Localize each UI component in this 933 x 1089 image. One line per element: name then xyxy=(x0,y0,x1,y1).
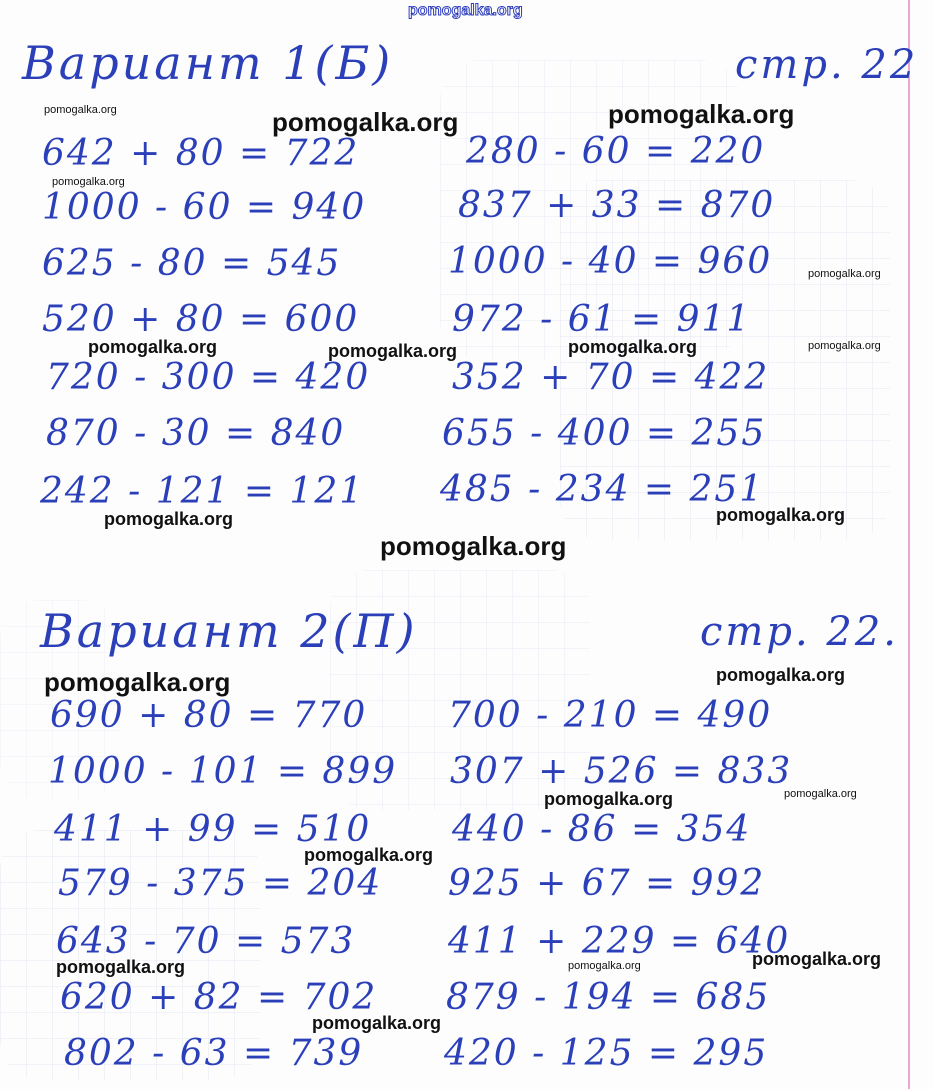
equation-line: 420 - 125 = 295 xyxy=(444,1033,769,1074)
watermark: pomogalka.org xyxy=(544,789,674,809)
equation-line: 280 - 60 = 220 xyxy=(466,131,766,172)
equation-line: 879 - 194 = 685 xyxy=(446,977,771,1018)
equation-line: 411 + 229 = 640 xyxy=(448,921,791,962)
equation-line: 625 - 80 = 545 xyxy=(42,243,342,284)
watermark: pomogalka.org xyxy=(380,531,567,561)
watermark: pomogalka.org xyxy=(568,337,698,357)
watermark: pomogalka.org xyxy=(784,788,857,800)
variant2-page-ref: стр. 22. xyxy=(700,609,899,655)
equation-line: 700 - 210 = 490 xyxy=(448,695,773,736)
variant1-title: Вариант 1(Б) xyxy=(22,36,394,90)
equation-line: 690 + 80 = 770 xyxy=(50,695,368,736)
watermark: pomogalka.org xyxy=(408,2,523,19)
equation-line: 720 - 300 = 420 xyxy=(46,357,371,398)
equation-line: 1000 - 40 = 960 xyxy=(448,241,773,282)
watermark: pomogalka.org xyxy=(752,949,882,969)
watermark: pomogalka.org xyxy=(328,341,458,361)
equation-line: 485 - 234 = 251 xyxy=(440,469,765,510)
equation-line: 307 + 526 = 833 xyxy=(450,751,793,792)
equation-line: 837 + 33 = 870 xyxy=(458,185,776,226)
watermark: pomogalka.org xyxy=(808,268,881,280)
watermark: pomogalka.org xyxy=(88,337,218,357)
watermark: pomogalka.org xyxy=(104,509,234,529)
equation-line: 642 + 80 = 722 xyxy=(42,133,360,174)
watermark: pomogalka.org xyxy=(272,107,459,137)
equation-line: 1000 - 101 = 899 xyxy=(48,751,398,792)
watermark: pomogalka.org xyxy=(44,104,117,116)
equation-line: 352 + 70 = 422 xyxy=(452,357,770,398)
margin-line xyxy=(908,0,910,1089)
watermark: pomogalka.org xyxy=(52,176,125,188)
watermark: pomogalka.org xyxy=(716,665,846,685)
watermark: pomogalka.org xyxy=(44,667,231,697)
equation-line: 925 + 67 = 992 xyxy=(448,863,766,904)
equation-line: 620 + 82 = 702 xyxy=(60,977,378,1018)
watermark: pomogalka.org xyxy=(304,845,434,865)
equation-line: 411 + 99 = 510 xyxy=(54,809,372,850)
watermark: pomogalka.org xyxy=(568,960,641,972)
equation-line: 655 - 400 = 255 xyxy=(442,413,767,454)
equation-line: 440 - 86 = 354 xyxy=(452,809,752,850)
watermark: pomogalka.org xyxy=(312,1013,442,1033)
equation-line: 242 - 121 = 121 xyxy=(40,471,365,512)
watermark: pomogalka.org xyxy=(716,505,846,525)
watermark: pomogalka.org xyxy=(56,957,186,977)
equation-line: 972 - 61 = 911 xyxy=(452,299,752,340)
equation-line: 643 - 70 = 573 xyxy=(56,921,356,962)
equation-line: 579 - 375 = 204 xyxy=(58,863,383,904)
variant1-page-ref: стр. 22 xyxy=(735,42,919,88)
variant2-title: Вариант 2(П) xyxy=(40,604,418,658)
watermark: pomogalka.org xyxy=(808,340,881,352)
equation-line: 870 - 30 = 840 xyxy=(46,413,346,454)
equation-line: 802 - 63 = 739 xyxy=(64,1033,364,1074)
equation-line: 520 + 80 = 600 xyxy=(42,299,360,340)
equation-line: 1000 - 60 = 940 xyxy=(42,187,367,228)
watermark: pomogalka.org xyxy=(608,99,795,129)
